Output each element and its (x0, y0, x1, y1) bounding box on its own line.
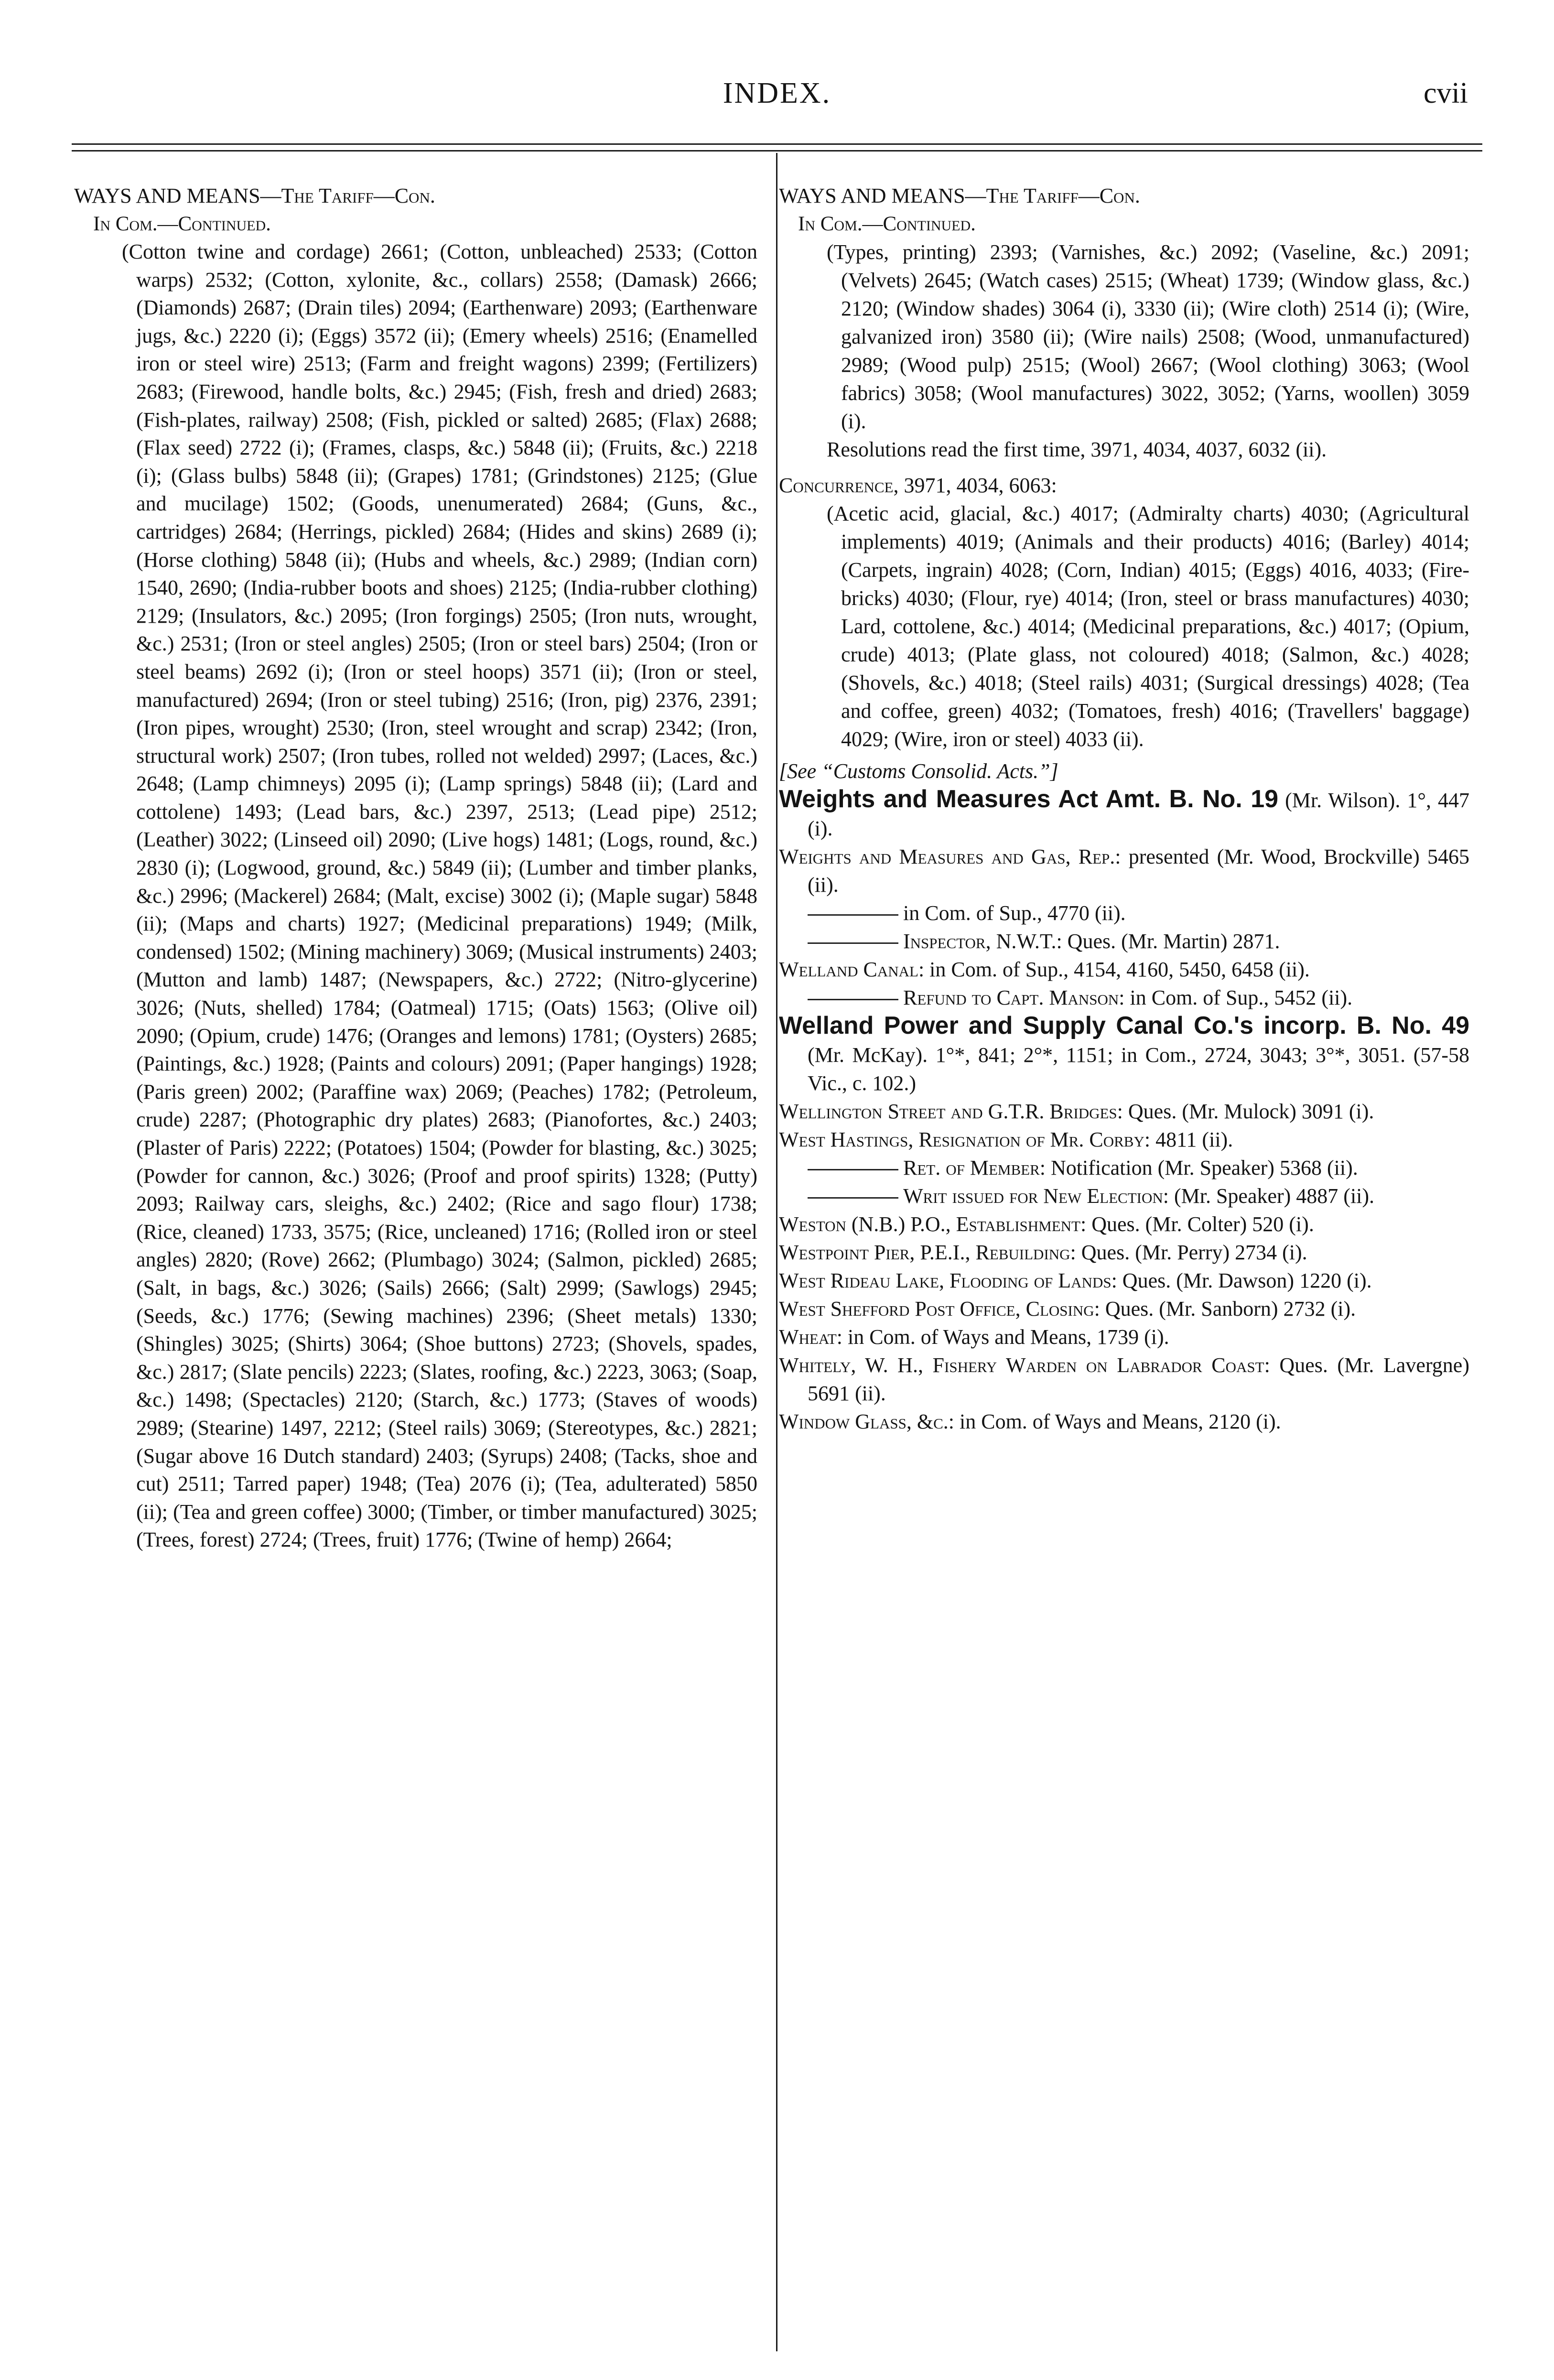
entry-heading: Inspector, N.W.T. (903, 930, 1057, 953)
index-entry (779, 1323, 1469, 1351)
ditto-dash (808, 1169, 898, 1170)
header-rule-bottom (72, 150, 1482, 151)
entry-heading: Welland Power and Supply Canal Co.'s incorp. B. No. 49 (779, 1012, 1469, 1039)
index-entry (779, 1266, 1469, 1295)
entry-text: : 4811 (ii). (1144, 1128, 1233, 1151)
tariff-items: (Cotton twine and cordage) 2661; (Cotton, unbleached) 2533; (Cotton warps) 2532; (Cotton, xylonite, &c., collars) 2558; (Damask) 2666; (Diamonds) 2687; (Drain tiles) 2094; (Earthenware) 2093; (Earthenware jugs, &c.) 2220 (i); (Eggs) 3572 (ii); (Emery wheels) 2516; (Enamelled iron or steel wire) 2513; (Farm and freight wagons) 2399; (Fertilizers) 2683; (Firewood, handle bolts, &c.) 2945; (Fish, fresh and dried) 2683; (Fish-plates, railway) 2508; (Fish, pickled or salted) 2685; (Flax) 2688; (Flax seed) 2722 (i); (Frames, clasps, &c.) 5848 (ii); (Fruits, &c.) 2218 (i); (Glass bulbs) 5848 (ii); (Grapes) 1781; (Grindstones) 2125; (Glue and mucilage) 1502; (Goods, unenumerated) 2684; (Guns, &c., cartridges) 2684; (Herrings, pickled) 2684; (Hides and skins) 2689 (i); (Horse clothing) 5848 (ii); (Hubs and wheels, &c.) 2989; (Indian corn) 1540, 2690; (India-rubber boots and shoes) 2125; (India-rubber clothing) 2129; (Insulators, &c.) 2095; (Iron forgings) 2505; (Iron nuts, wrought, &c.) 2531; (Iron or steel angles) 2505; (Iron or steel bars) 2504; (Iron or steel beams) 2692 (i); (Iron or steel hoops) 3571 (ii); (Iron or steel, manufactured) 2694; (Iron or steel tubing) 2516; (Iron, pig) 2376, 2391; (Iron pipes, wrought) 2530; (Iron, steel wrought and scrap) 2342; (Iron, structural work) 2507; (Iron tubes, rolled not welded) 2997; (Laces, &c.) 2648; (Lamp chimneys) 2095 (i); (Lamp springs) 5848 (ii); (Lard and cottolene) 1493; (Lead bars, &c.) 2397, 2513; (Lead pipe) 2512; (Leather) 3022; (Linseed oil) 2090; (Live hogs) 1481; (Logs, round, &c.) 2830 (i); (Logwood, ground, &c.) 5849 (ii); (Lumber and timber planks, &c.) 2996; (Mackerel) 2684; (Malt, excise) 3002 (i); (Maple sugar) 5848 (ii); (Maps and charts) 1927; (Medicinal preparations) 1949; (Milk, condensed) 1502; (Mining machinery) 3069; (Musical instruments) 2403; (Mutton and lamb) 1487; (Newspapers, &c.) 2722; (Nitro-glycerine) 3026; (Nuts, shelled) 1784; (Oatmeal) 1715; (Oats) 1563; (Olive oil) 2090; (Opium, crude) 1476; (Oranges and lemons) 1781; (Oysters) 2685; (Paintings, &c.) 1928; (Paints and colours) 2091; (Paper hangings) 1928; (Paris green) 2002; (Paraffine wax) 2069; (Peaches) 1782; (Petroleum, crude) 2287; (Photographic dry plates) 2683; (Pianofortes, &c.) 2403; (Plaster of Paris) 2222; (Potatoes) 1504; (Powder for blasting, &c.) 3025; (Powder for cannon, &c.) 3026; (Proof and proof spirits) 1328; (Putty) 2093; Railway cars, sleighs, &c.) 2402; (Rice and sago flour) 1738; (Rice, cleaned) 1733, 3575; (Rice, uncleaned) 1716; (Rolled iron or steel angles) 2820; (Rove) 2662; (Plumbago) 3024; (Salmon, pickled) 2685; (Salt, in bags, &c.) 3026; (Sails) 2666; (Salt) 2999; (Sawlogs) 2945; (Seeds, &c.) 1776; (Sewing machines) 2396; (Sheet metals) 1330; (Shingles) 3025; (Shirts) 3064; (Shoe buttons) 2723; (Shovels, spades, &c.) 2817; (Slate pencils) 2223; (Slates, roofing, &c.) 2223, 3063; (Soap, &c.) 1498; (Spectacles) 2120; (Starch, &c.) 1773; (Staves of woods) 2989; (Stearine) 1497, 2212; (Steel rails) 3069; (Stereotypes, &c.) 2821; (Sugar above 16 Dutch standard) 2403; (Syrups) 2408; (Tacks, shoe and cut) 2511; Tarred paper) 1948; (Tea) 2076 (i); (Tea, adulterated) 5850 (ii); (Tea and green coffee) 3000; (Timber, or timber manufactured) 3025; (Trees, forest) 2724; (Trees, fruit) 1776; (Twine of hemp) 2664; (122, 240, 757, 1552)
resolutions-entry: Resolutions read the first time, 3971, 4034, 4037, 6032 (ii). (827, 438, 1327, 461)
section-heading: WAYS AND MEANS—The Tariff—Con. (74, 184, 435, 207)
index-entry (779, 1210, 1469, 1238)
header-rule-top (72, 143, 1482, 145)
entry-text: : Ques. (Mr. Dawson) 1220 (i). (1111, 1269, 1372, 1292)
left-column (74, 182, 757, 1554)
entry-heading: Weights and Measures and Gas, Rep. (779, 845, 1115, 868)
entry-text: : in Com. of Ways and Means, 1739 (i). (836, 1325, 1169, 1349)
entry-text: (Mr. Wilson). 1°, 447 (i). (808, 789, 1469, 840)
entry-heading: Whitely, W. H., Fishery Warden on Labrador Coast (779, 1353, 1264, 1377)
section-heading-continued: WAYS AND MEANS—The Tariff—Con. (779, 184, 1140, 207)
entry-text: (Mr. McKay). 1°*, 841; 2°*, 1151; in Com., 2724, 3043; 3°*, 3051. (57-58 Vic., c. 102.) (808, 1043, 1469, 1095)
right-column (779, 182, 1469, 1436)
index-entry (779, 1182, 1469, 1210)
entry-text: : in Com. of Sup., 5452 (ii). (1119, 986, 1353, 1009)
index-entry (779, 899, 1469, 927)
index-entry (779, 955, 1469, 984)
index-entry (779, 1154, 1469, 1182)
entry-heading: Weights and Measures Act Amt. B. No. 19 (779, 785, 1279, 813)
index-entry (779, 1012, 1469, 1097)
index-entry (779, 1097, 1469, 1125)
entry-heading: Westpoint Pier, P.E.I., Rebuilding (779, 1241, 1070, 1264)
index-entry (779, 1295, 1469, 1323)
entry-text: : Ques. (Mr. Perry) 2734 (i). (1070, 1241, 1307, 1264)
entry-text: : Notification (Mr. Speaker) 5368 (ii). (1039, 1156, 1358, 1179)
index-entry (779, 1351, 1469, 1407)
entry-text: : presented (Mr. Wood, Brockville) 5465 (ii). (808, 845, 1469, 897)
index-entry (779, 1407, 1469, 1436)
entry-heading: Window Glass, &c. (779, 1410, 949, 1433)
index-entry (779, 1238, 1469, 1266)
index-entries (779, 785, 1469, 1436)
page-number: cvii (1424, 77, 1468, 109)
entry-text: : Ques. (Mr. Lavergne) 5691 (ii). (808, 1353, 1469, 1405)
entry-heading: Refund to Capt. Manson (903, 986, 1119, 1009)
ditto-dash (808, 999, 898, 1000)
entry-text: : Ques. (Mr. Colter) 520 (i). (1080, 1212, 1314, 1236)
entry-text: : in Com. of Ways and Means, 2120 (i). (948, 1410, 1281, 1433)
entry-text: : in Com. of Sup., 4154, 4160, 5450, 6458 (ii). (918, 958, 1310, 981)
entry-text: in Com. of Sup., 4770 (ii). (903, 901, 1126, 925)
tariff-items-continued: (Types, printing) 2393; (Varnishes, &c.) 2092; (Vaseline, &c.) 2091; (Velvets) 2645; (Watch cases) 2515; (Wheat) 1739; (Window glass, &c.) 2120; (Window shades) 3064 (i), 3330 (ii); (Wire cloth) 2514 (i); (Wire, galvanized iron) 3580 (ii); (Wire nails) 2508; (Wood, unmanufactured) 2989; (Wood pulp) 2515; (Wool) 2667; (Wool clothing) 3063; (Wool fabrics) 3058; (Wool manufactures) 3022, 3052; (Yarns, woollen) 3059 (i). (827, 240, 1469, 433)
index-entry (779, 843, 1469, 899)
ditto-dash (808, 914, 898, 916)
index-entry (779, 785, 1469, 843)
column-divider (776, 153, 777, 2351)
entry-heading: Welland Canal (779, 958, 918, 981)
concurrence-heading: Concurrence, 3971, 4034, 6063: (779, 474, 1057, 497)
entry-heading: Writ issued for New Election (903, 1184, 1163, 1208)
entry-heading: Ret. of Member (903, 1156, 1040, 1179)
entry-heading: Weston (N.B.) P.O., Establishment (779, 1212, 1080, 1236)
entry-heading: West Hastings, Resignation of Mr. Corby (779, 1128, 1144, 1151)
ditto-dash (808, 1197, 898, 1199)
entry-heading: West Rideau Lake, Flooding of Lands (779, 1269, 1112, 1292)
entry-text: : (Mr. Speaker) 4887 (ii). (1163, 1184, 1375, 1208)
entry-heading: Wellington Street and G.T.R. Bridges (779, 1100, 1117, 1123)
entry-text: : Ques. (Mr. Mulock) 3091 (i). (1117, 1100, 1374, 1123)
entry-text: : Ques. (Mr. Martin) 2871. (1056, 930, 1280, 953)
entry-heading: Wheat (779, 1325, 837, 1349)
entry-heading: West Shefford Post Office, Closing (779, 1297, 1094, 1320)
ditto-dash (808, 942, 898, 944)
page-title: INDEX. (723, 77, 831, 109)
page-header (72, 72, 1482, 129)
index-entry (779, 984, 1469, 1012)
index-entry (779, 1125, 1469, 1154)
concurrence-items: (Acetic acid, glacial, &c.) 4017; (Admiralty charts) 4030; (Agricultural implements) 4019; (Animals and their products) 4016; (Barley) 4014; (Carpets, ingrain) 4028; (Corn, Indian) 4015; (Eggs) 4016, 4033; (Fire-bricks) 4030; (Flour, rye) 4014; (Iron, steel or brass manufactures) 4030; Lard, cottolene, &c.) 4014; (Medicinal preparations, &c.) 4017; (Opium, crude) 4013; (Plate glass, not coloured) 4018; (Salmon, &c.) 4028; (Shovels, &c.) 4018; (Steel rails) 4031; (Surgical dressings) 4028; (Tea and coffee, green) 4032; (Tomatoes, fresh) 4016; (Travellers' baggage) 4029; (Wire, iron or steel) 4033 (ii). (827, 502, 1469, 751)
index-entry (779, 927, 1469, 955)
section-subheading-continued: In Com.—Continued. (798, 213, 976, 235)
see-also-note: [See “Customs Consolid. Acts.”] (779, 759, 1058, 783)
entry-text: : Ques. (Mr. Sanborn) 2732 (i). (1094, 1297, 1356, 1320)
section-subheading: In Com.—Continued. (93, 213, 271, 235)
